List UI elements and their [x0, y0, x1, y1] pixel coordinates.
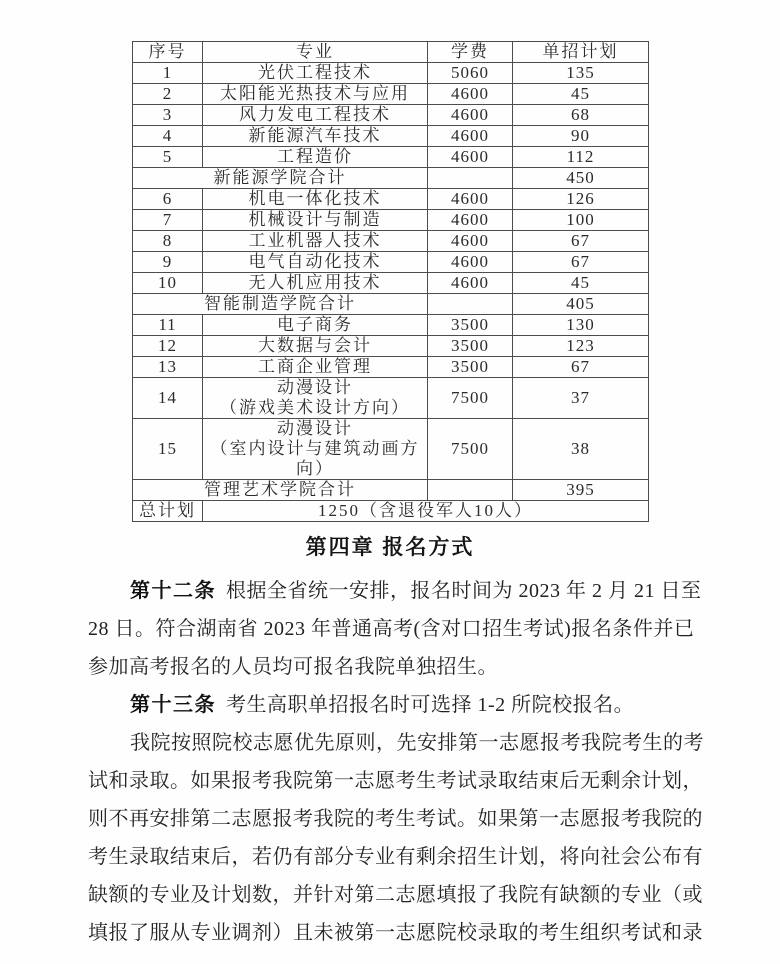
table-row [133, 126, 649, 147]
cell-major: 机械设计与制造 [203, 210, 428, 231]
cell-fee [428, 168, 513, 189]
table-row [133, 419, 649, 480]
table-row [133, 315, 649, 336]
cell-fee [428, 480, 513, 501]
cell-plan: 90 [513, 126, 649, 147]
cell-plan: 100 [513, 210, 649, 231]
cell-major: 机电一体化技术 [203, 189, 428, 210]
cell-major: 工业机器人技术 [203, 231, 428, 252]
cell-major: 工商企业管理 [203, 357, 428, 378]
enrollment-plan-table [132, 41, 649, 522]
cell-fee: 4600 [428, 273, 513, 294]
cell-fee: 3500 [428, 336, 513, 357]
cell-plan: 45 [513, 273, 649, 294]
cell-major: 太阳能光热技术与应用 [203, 84, 428, 105]
cell-major: 大数据与会计 [203, 336, 428, 357]
cell-fee: 7500 [428, 378, 513, 419]
table-row [133, 63, 649, 84]
cell-plan: 67 [513, 357, 649, 378]
table-row [133, 231, 649, 252]
table-row [133, 168, 649, 189]
cell-no: 9 [133, 252, 203, 273]
cell-fee: 4600 [428, 210, 513, 231]
cell-no: 2 [133, 84, 203, 105]
cell-no: 3 [133, 105, 203, 126]
table-header-cell: 序号 [133, 42, 203, 63]
cell-major: 电气自动化技术 [203, 252, 428, 273]
cell-major: 电子商务 [203, 315, 428, 336]
body-text [88, 572, 704, 952]
table-row [133, 252, 649, 273]
table-body [133, 63, 649, 522]
cell-plan: 38 [513, 419, 649, 480]
cell-plan: 123 [513, 336, 649, 357]
cell-no: 12 [133, 336, 203, 357]
table-header-cell: 学费 [428, 42, 513, 63]
cell-plan: 135 [513, 63, 649, 84]
table-row [133, 189, 649, 210]
cell-major: 光伏工程技术 [203, 63, 428, 84]
cell-major: 动漫设计 （游戏美术设计方向） [203, 378, 428, 419]
cell-plan: 405 [513, 294, 649, 315]
table-row [133, 105, 649, 126]
table-row [133, 294, 649, 315]
cell-no: 4 [133, 126, 203, 147]
table-row [133, 501, 649, 522]
cell-total-value: 1250（含退役军人10人） [203, 501, 649, 522]
text-line: 第十二条 根据全省统一安排，报名时间为 2023 年 2 月 21 日至 [130, 580, 702, 602]
cell-no: 8 [133, 231, 203, 252]
cell-fee: 4600 [428, 105, 513, 126]
cell-plan: 112 [513, 147, 649, 168]
text-line: 参加高考报名的人员均可报名我院单独招生。 [88, 656, 498, 678]
text-line: 我院按照院校志愿优先原则，先安排第一志愿报考我院考生的考 [130, 732, 704, 754]
cell-fee: 5060 [428, 63, 513, 84]
cell-major: 新能源汽车技术 [203, 126, 428, 147]
text-line: 考生录取结束后，若仍有部分专业有剩余招生计划，将向社会公布有 [88, 846, 703, 868]
article-number: 第十三条 [130, 694, 216, 716]
cell-fee: 3500 [428, 315, 513, 336]
cell-fee: 4600 [428, 189, 513, 210]
cell-fee: 4600 [428, 231, 513, 252]
table-row [133, 210, 649, 231]
table-row [133, 273, 649, 294]
table-header-row [133, 42, 649, 63]
table-row [133, 357, 649, 378]
cell-no: 15 [133, 419, 203, 480]
cell-no: 10 [133, 273, 203, 294]
cell-no: 1 [133, 63, 203, 84]
cell-plan: 67 [513, 252, 649, 273]
cell-plan: 395 [513, 480, 649, 501]
cell-major: 动漫设计 （室内设计与建筑动画方向） [203, 419, 428, 480]
table-row [133, 336, 649, 357]
cell-major: 风力发电工程技术 [203, 105, 428, 126]
table-header-cell: 单招计划 [513, 42, 649, 63]
cell-plan: 450 [513, 168, 649, 189]
cell-plan: 68 [513, 105, 649, 126]
cell-subtotal-label: 新能源学院合计 [133, 168, 428, 189]
table-row [133, 378, 649, 419]
cell-fee: 7500 [428, 419, 513, 480]
text-line: 填报了服从专业调剂）且未被第一志愿院校录取的考生组织考试和录 [88, 922, 703, 944]
chapter-heading: 第四章 报名方式 [305, 536, 475, 559]
table-row [133, 84, 649, 105]
cell-fee: 4600 [428, 126, 513, 147]
table-header-cell: 专业 [203, 42, 428, 63]
cell-fee: 4600 [428, 84, 513, 105]
text-line: 28 日。符合湖南省 2023 年普通高考(含对口招生考试)报名条件并已 [88, 618, 695, 640]
cell-plan: 45 [513, 84, 649, 105]
text-line: 缺额的专业及计划数，并针对第二志愿填报了我院有缺额的专业（或 [88, 884, 703, 906]
cell-fee: 4600 [428, 252, 513, 273]
cell-major: 无人机应用技术 [203, 273, 428, 294]
cell-plan: 126 [513, 189, 649, 210]
cell-no: 11 [133, 315, 203, 336]
cell-fee [428, 294, 513, 315]
text-line: 试和录取。如果报考我院第一志愿考生考试录取结束后无剩余计划， [88, 770, 703, 792]
cell-fee: 4600 [428, 147, 513, 168]
cell-no: 14 [133, 378, 203, 419]
cell-plan: 37 [513, 378, 649, 419]
cell-no: 5 [133, 147, 203, 168]
cell-major: 工程造价 [203, 147, 428, 168]
cell-no: 6 [133, 189, 203, 210]
table-row [133, 147, 649, 168]
table-row [133, 480, 649, 501]
cell-subtotal-label: 智能制造学院合计 [133, 294, 428, 315]
cell-plan: 130 [513, 315, 649, 336]
cell-subtotal-label: 管理艺术学院合计 [133, 480, 428, 501]
text-line: 则不再安排第二志愿报考我院的考生考试。如果第一志愿报考我院的 [88, 808, 703, 830]
article-number: 第十二条 [130, 580, 216, 602]
cell-no: 13 [133, 357, 203, 378]
cell-no: 7 [133, 210, 203, 231]
cell-fee: 3500 [428, 357, 513, 378]
cell-plan: 67 [513, 231, 649, 252]
cell-total-label: 总计划 [133, 501, 203, 522]
text-line: 第十三条 考生高职单招报名时可选择 1-2 所院校报名。 [130, 694, 635, 716]
